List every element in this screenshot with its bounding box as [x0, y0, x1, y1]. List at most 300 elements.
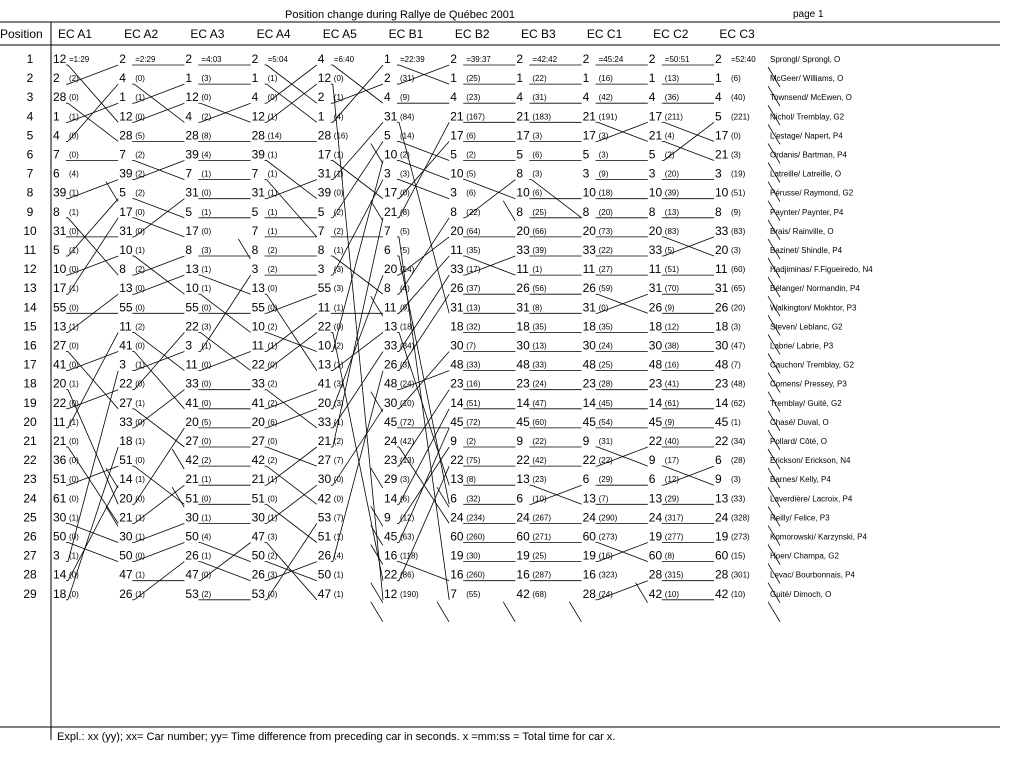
car-number: 14 [450, 395, 464, 410]
car-number: 39 [251, 147, 265, 162]
time-diff: (22) [532, 437, 547, 446]
car-number: 8 [648, 204, 656, 219]
car-number: 1 [317, 109, 325, 124]
time-diff: (7) [333, 456, 344, 466]
time-diff: (13) [400, 456, 415, 466]
stage-header: EC A2 [124, 27, 159, 41]
car-number: 53 [185, 586, 199, 601]
leader-total-time: =4:03 [201, 55, 222, 64]
car-number: 11 [648, 262, 662, 277]
car-number: 6 [53, 166, 60, 181]
position-label: 17 [23, 357, 37, 372]
time-diff: (18) [598, 188, 613, 198]
car-number: 26 [450, 281, 464, 296]
time-diff: (0) [267, 303, 278, 313]
time-diff: (1) [267, 513, 278, 523]
car-number: 7 [53, 147, 60, 162]
time-diff: (25) [598, 360, 613, 370]
car-number: 60 [715, 548, 729, 563]
car-number: 55 [119, 300, 133, 315]
time-diff: (13) [466, 303, 481, 313]
time-diff: (1) [135, 475, 145, 485]
car-number: 55 [185, 300, 199, 315]
time-diff: (290) [598, 513, 618, 523]
stage-header: EC C2 [653, 27, 689, 41]
time-diff: (3) [267, 570, 278, 580]
car-number: 39 [317, 185, 332, 200]
car-number: 20 [251, 414, 265, 429]
time-diff: (7) [333, 513, 344, 523]
time-diff: (328) [731, 513, 750, 523]
car-number: 18 [516, 319, 530, 334]
car-number: 11 [450, 243, 463, 257]
car-number: 21 [185, 472, 199, 487]
car-number: 26 [384, 357, 398, 372]
leader-total-time: =22:39 [400, 55, 425, 64]
driver-name: Chasé/ Duval, O [770, 417, 829, 427]
car-number: 61 [53, 491, 67, 506]
car-number: 39 [119, 166, 133, 181]
car-number: 8 [53, 204, 60, 219]
car-number: 45 [450, 414, 464, 429]
time-diff: (1) [333, 150, 344, 160]
time-diff: (2) [201, 589, 212, 599]
time-diff: (47) [731, 341, 746, 351]
car-number: 5 [582, 147, 590, 162]
car-number: 20 [384, 262, 398, 277]
car-number: 1 [582, 71, 590, 86]
car-number: 50 [251, 548, 265, 563]
car-number: 30 [648, 338, 663, 353]
car-number: 9 [648, 453, 656, 468]
car-number: 14 [648, 395, 663, 410]
position-label: 21 [23, 434, 37, 448]
driver-name: Tremblay/ Guité, G2 [770, 398, 842, 408]
connector [768, 602, 780, 622]
stage-header: EC B2 [454, 27, 490, 41]
car-number: 55 [251, 300, 265, 315]
connector [569, 602, 581, 622]
car-number: 5 [450, 147, 457, 162]
driver-name: Walkington/ Mokhtor, P3 [770, 303, 857, 313]
car-number: 26 [648, 300, 663, 315]
time-diff: (1) [69, 112, 79, 122]
position-label: 27 [23, 548, 37, 563]
time-diff: (66) [532, 226, 547, 236]
car-number: 6 [450, 491, 457, 506]
time-diff: (3) [333, 284, 344, 294]
position-label: 6 [26, 147, 34, 162]
car-number: 17 [648, 109, 663, 124]
car-number: 8 [317, 243, 325, 257]
time-diff: (287) [532, 570, 552, 580]
time-diff: (1) [267, 207, 278, 217]
page-label: page 1 [793, 9, 824, 20]
car-number: 48 [582, 357, 596, 372]
car-number: 45 [648, 414, 663, 429]
connector [437, 602, 449, 622]
car-number: 47 [251, 529, 265, 544]
car-number: 7 [450, 586, 457, 601]
driver-name: Reilly/ Felice, P3 [770, 513, 830, 523]
time-diff: (4) [333, 551, 344, 561]
time-diff: (1) [201, 341, 212, 351]
time-diff: (0) [69, 494, 79, 504]
time-diff: (10) [664, 589, 680, 599]
time-diff: (0) [69, 93, 79, 103]
time-diff: (51) [466, 398, 481, 408]
car-number: 17 [516, 128, 530, 143]
car-number: 10 [450, 166, 464, 181]
time-diff: (2) [333, 226, 344, 236]
time-diff: (9) [598, 169, 609, 179]
time-diff: (273) [731, 532, 750, 542]
car-number: 24 [582, 510, 596, 525]
car-number: 31 [516, 300, 530, 315]
time-diff: (167) [466, 112, 485, 122]
car-number: 5 [516, 147, 524, 162]
time-diff: (39) [664, 188, 680, 198]
car-number: 50 [317, 567, 332, 582]
time-diff: (1) [201, 265, 212, 275]
time-diff: (10) [400, 398, 415, 408]
car-number: 5 [185, 204, 193, 219]
position-labels [23, 52, 37, 601]
time-diff: (3) [267, 532, 278, 542]
car-number: 3 [53, 548, 60, 563]
time-diff: (1) [69, 207, 79, 217]
time-diff: (0) [201, 570, 212, 580]
connector [172, 449, 184, 469]
car-number: 20 [185, 414, 199, 429]
time-diff: (3) [731, 322, 741, 332]
time-diff: (0) [69, 398, 79, 408]
position-label: 9 [26, 204, 34, 219]
car-number: 17 [119, 204, 133, 219]
time-diff: (55) [466, 589, 481, 599]
time-diff: (0) [201, 494, 212, 504]
car-number: 4 [317, 52, 325, 66]
time-diff: (2) [267, 265, 278, 275]
time-diff: (75) [466, 456, 481, 466]
time-diff: (1) [69, 246, 79, 255]
time-diff: (1) [267, 188, 278, 198]
car-number: 12 [251, 109, 265, 124]
time-diff: (35) [598, 322, 613, 332]
car-number: 1 [251, 71, 259, 86]
car-number: 4 [450, 90, 457, 105]
time-diff: (1) [135, 570, 145, 580]
car-number: 17 [185, 223, 199, 238]
time-diff: (1) [69, 417, 79, 427]
time-diff: (3) [731, 475, 741, 485]
time-diff: (1) [69, 513, 79, 523]
car-number: 50 [185, 529, 199, 544]
time-diff: (0) [135, 341, 145, 351]
time-diff: (2) [267, 322, 278, 332]
car-number: 33 [450, 262, 464, 277]
time-diff: (84) [400, 112, 415, 122]
time-diff: (0) [69, 437, 79, 446]
car-number: 26 [582, 281, 596, 296]
car-number: 51 [185, 491, 199, 506]
leader-total-time: =50:51 [664, 55, 690, 64]
driver-name: Levac/ Bourbonnais, P4 [770, 570, 855, 580]
time-diff: (34) [400, 341, 415, 351]
car-number: 4 [715, 90, 722, 105]
time-diff: (68) [532, 589, 547, 599]
time-diff: (2) [201, 456, 212, 466]
car-number: 6 [582, 472, 590, 487]
time-diff: (2) [400, 150, 410, 160]
time-diff: (5) [664, 246, 675, 255]
connector [636, 583, 648, 603]
driver-name: Nichol/ Tremblay, G2 [770, 112, 845, 122]
time-diff: (5) [400, 226, 410, 236]
car-number: 21 [119, 510, 133, 525]
time-diff: (4) [201, 150, 212, 160]
time-diff: (2) [333, 437, 344, 446]
car-number: 10 [648, 185, 663, 200]
car-number: 11 [715, 262, 728, 277]
time-diff: (28) [598, 379, 613, 389]
time-diff: (1) [135, 246, 145, 255]
leader-total-time: =5:04 [267, 55, 288, 64]
time-diff: (62) [731, 398, 746, 408]
car-number: 41 [53, 357, 67, 372]
time-diff: (48) [731, 379, 746, 389]
driver-names [770, 55, 873, 599]
time-diff: (22) [598, 456, 613, 466]
time-diff: (25) [466, 74, 481, 84]
time-diff: (260) [466, 570, 485, 580]
time-diff: (315) [664, 570, 684, 580]
car-number: 22 [317, 319, 332, 334]
time-diff: (28) [731, 456, 746, 466]
car-number: 42 [185, 453, 199, 468]
leader-total-time: =42:42 [532, 55, 558, 64]
time-diff: (0) [598, 303, 609, 313]
car-number: 2 [648, 52, 656, 66]
time-diff: (0) [333, 74, 344, 84]
time-diff: (1) [267, 74, 278, 84]
time-diff: (2) [135, 169, 145, 179]
car-number: 41 [317, 376, 332, 391]
time-diff: (5) [201, 417, 212, 427]
time-diff: (0) [69, 475, 79, 485]
time-diff: (9) [400, 93, 410, 103]
time-diff: (1) [201, 475, 212, 485]
car-number: 20 [715, 243, 729, 257]
time-diff: (4) [333, 112, 344, 122]
time-diff: (42) [598, 93, 613, 103]
car-number: 16 [582, 567, 596, 582]
time-diff: (23) [532, 475, 547, 485]
car-number: 27 [185, 434, 199, 448]
leader-total-time: =1:29 [69, 55, 90, 64]
time-diff: (24) [598, 589, 613, 599]
car-number: 22 [715, 434, 729, 448]
car-number: 20 [648, 223, 663, 238]
time-diff: (0) [135, 226, 145, 236]
car-number: 53 [317, 510, 332, 525]
car-number: 8 [516, 204, 524, 219]
car-number: 1 [450, 71, 457, 86]
driver-name: Sprongl/ Sprongl, O [770, 55, 841, 64]
car-number: 53 [251, 586, 265, 601]
car-number: 5 [119, 185, 126, 200]
car-number: 4 [119, 71, 126, 86]
time-diff: (0) [135, 551, 145, 561]
car-number: 60 [450, 529, 464, 544]
time-diff: (9) [731, 207, 741, 217]
car-number: 21 [384, 204, 398, 219]
time-diff: (31) [598, 437, 613, 446]
time-diff: (0) [135, 379, 145, 389]
time-diff: (83) [731, 226, 746, 236]
leader-total-time: =39:37 [466, 55, 491, 64]
car-number: 30 [53, 510, 67, 525]
car-number: 45 [715, 414, 729, 429]
car-number: 28 [582, 586, 596, 601]
footer-explanation: Expl.: xx (yy); xx= Car number; yy= Time difference from preceding car in seconds. x =mm:ss = Total time for car x. [57, 731, 616, 743]
car-number: 20 [450, 223, 464, 238]
car-number: 1 [185, 71, 193, 86]
stage-header: EC A3 [190, 27, 225, 41]
connector [106, 506, 118, 526]
car-number: 10 [251, 319, 265, 334]
car-number: 6 [384, 243, 391, 257]
car-number: 7 [185, 166, 193, 181]
connector [371, 506, 383, 526]
time-diff: (1) [333, 570, 344, 580]
connector [371, 468, 383, 488]
time-diff: (16) [598, 74, 613, 84]
time-diff: (0) [135, 284, 145, 294]
car-number: 1 [119, 90, 126, 105]
car-number: 10 [516, 185, 530, 200]
time-diff: (0) [267, 589, 278, 599]
car-number: 18 [450, 319, 464, 334]
car-number: 8 [119, 262, 126, 277]
car-number: 19 [582, 548, 596, 563]
position-label: 12 [23, 262, 37, 277]
car-number: 41 [251, 395, 265, 410]
car-number: 8 [516, 166, 524, 181]
connector [371, 583, 383, 603]
position-label: 4 [26, 109, 34, 124]
car-number: 11 [384, 300, 397, 315]
car-number: 22 [384, 567, 398, 582]
car-number: 3 [450, 185, 457, 200]
time-diff: (45) [598, 398, 613, 408]
car-number: 2 [450, 52, 457, 66]
driver-name: Ordanis/ Bartman, P4 [770, 150, 847, 160]
time-diff: (1) [267, 169, 278, 179]
time-diff: (0) [69, 532, 79, 542]
car-number: 5 [715, 109, 722, 124]
car-number: 30 [317, 472, 332, 487]
car-number: 12 [185, 90, 199, 105]
time-diff: (2) [267, 246, 278, 255]
car-number: 17 [582, 128, 596, 143]
time-diff: (4) [201, 532, 212, 542]
time-diff: (3) [731, 150, 741, 160]
time-diff: (1) [731, 417, 741, 427]
car-number: 11 [251, 338, 265, 353]
time-diff: (22) [532, 74, 547, 84]
time-diff: (3) [731, 246, 741, 255]
car-number: 16 [516, 567, 530, 582]
car-number: 48 [715, 357, 729, 372]
car-number: 17 [715, 128, 729, 143]
time-diff: (1) [267, 226, 278, 236]
car-number: 9 [582, 434, 590, 448]
car-number: 30 [516, 338, 530, 353]
car-number: 31 [53, 223, 67, 238]
position-label: 23 [23, 472, 37, 487]
time-diff: (2) [135, 322, 145, 332]
time-diff: (323) [598, 570, 618, 580]
time-diff: (31) [532, 93, 547, 103]
car-number: 16 [450, 567, 464, 582]
time-diff: (234) [466, 513, 485, 523]
time-diff: (13) [532, 341, 547, 351]
car-number: 13 [582, 491, 596, 506]
car-number: 7 [251, 166, 259, 181]
car-number: 2 [53, 71, 60, 86]
car-number: 24 [450, 510, 464, 525]
time-diff: (35) [532, 322, 547, 332]
driver-name: Barnes/ Kelly, P4 [770, 475, 831, 485]
car-number: 42 [648, 586, 663, 601]
position-label: 20 [23, 414, 37, 429]
time-diff: (0) [201, 93, 212, 103]
time-diff: (20) [664, 169, 680, 179]
position-label: 25 [23, 510, 37, 525]
time-diff: (72) [466, 417, 481, 427]
car-number: 11 [119, 319, 132, 334]
car-number: 55 [53, 300, 67, 315]
time-diff: (2) [466, 150, 476, 160]
car-number: 30 [119, 529, 133, 544]
time-diff: (0) [333, 475, 344, 485]
driver-name: Paynter/ Paynter, P4 [770, 207, 844, 217]
car-number: 9 [450, 434, 457, 448]
time-diff: (267) [532, 513, 552, 523]
time-diff: (1) [532, 265, 543, 275]
time-diff: (5) [135, 131, 145, 141]
stage-header: EC A5 [322, 27, 357, 41]
connector [371, 602, 383, 622]
time-diff: (6) [466, 188, 476, 198]
car-number: 11 [185, 357, 198, 372]
time-diff: (1) [69, 379, 79, 389]
time-diff: (3) [598, 150, 609, 160]
car-number: 10 [317, 338, 332, 353]
car-number: 48 [516, 357, 530, 372]
time-diff: (35) [466, 246, 481, 255]
time-diff: (0) [201, 437, 212, 446]
time-diff: (83) [664, 226, 680, 236]
time-diff: (42) [400, 437, 415, 446]
car-number: 19 [516, 548, 530, 563]
car-number: 8 [715, 204, 722, 219]
car-number: 30 [582, 338, 596, 353]
car-number: 2 [582, 52, 590, 66]
car-number: 30 [450, 338, 464, 353]
position-label: 8 [26, 185, 34, 200]
